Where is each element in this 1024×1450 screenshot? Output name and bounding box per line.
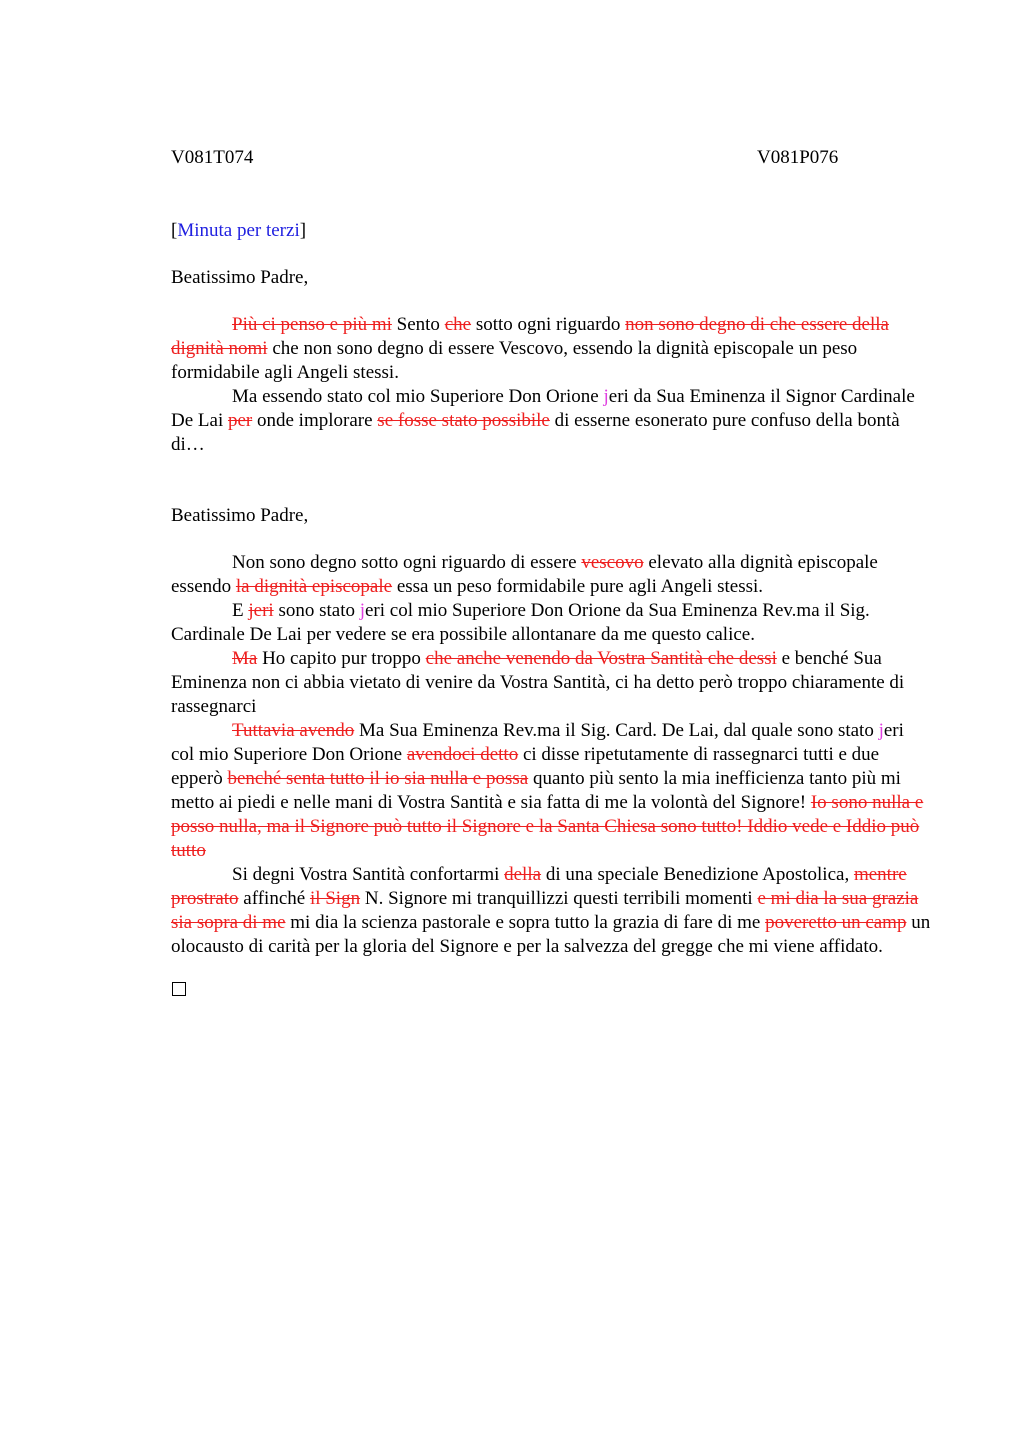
deleted-text: Ma	[232, 648, 258, 669]
text-segment: eri da Sua Eminenza il Signor Cardinale De Lai	[171, 386, 915, 431]
salutation-draft-2: Beatissimo Padre,	[171, 505, 309, 526]
deleted-text: mentre prostrato	[171, 864, 907, 909]
text-segment: N. Signore mi tranquillizzi questi terribili momenti	[360, 888, 758, 909]
deleted-text: non sono degno di che essere della dignità nomi	[171, 314, 889, 359]
text-segment: un olocausto di carità per la gloria del Signore e per la salvezza del gregge che mi viene affidato.	[171, 912, 931, 957]
document-code-right: V081P076	[757, 147, 839, 168]
paragraph	[171, 313, 931, 385]
added-text: j	[878, 720, 884, 741]
deleted-text: per	[227, 410, 253, 431]
text-segment: Ma essendo stato col mio Superiore Don Orione	[232, 386, 604, 407]
deleted-text: benché senta tutto il io sia nulla e possa	[227, 768, 529, 789]
deleted-text: se fosse stato possibile	[377, 410, 550, 431]
heading-open-bracket: [	[171, 220, 178, 241]
heading-label: Minuta per terzi	[177, 220, 300, 241]
text-segment: Non sono degno sotto ogni riguardo di essere	[232, 552, 582, 573]
document-type-heading	[171, 219, 931, 243]
text-segment: essa un peso formidabile pure agli Angeli stessi.	[392, 576, 764, 597]
text-segment: che non sono degno di essere Vescovo, essendo la dignità episcopale un peso formidabile agli Angeli stessi.	[171, 338, 858, 383]
deleted-text: la dignità episcopale	[235, 576, 393, 597]
deleted-text: poveretto un camp	[765, 912, 907, 933]
deleted-text: il Sign	[309, 888, 361, 909]
end-of-document-box-icon	[172, 982, 186, 996]
text-segment: di una speciale Benedizione Apostolica,	[541, 864, 854, 885]
paragraph	[171, 551, 931, 599]
document-code-left: V081T074	[171, 147, 254, 168]
text-segment: sotto ogni riguardo	[471, 314, 626, 335]
paragraph	[171, 863, 931, 959]
added-text: j	[603, 386, 609, 407]
text-segment: onde implorare	[252, 410, 378, 431]
text-segment: eri col mio Superiore Don Orione	[171, 720, 904, 765]
deleted-text: avendoci detto	[406, 744, 519, 765]
paragraph	[171, 599, 931, 647]
deleted-text: jeri	[248, 600, 274, 621]
text-segment: Sento	[391, 314, 445, 335]
heading-close-bracket: ]	[299, 220, 307, 241]
document-header	[171, 146, 931, 170]
deleted-text: vescovo	[581, 552, 644, 573]
salutation-draft-1: Beatissimo Padre,	[171, 267, 309, 288]
deleted-text: della	[504, 864, 542, 885]
text-segment: elevato alla dignità episcopale essendo	[171, 552, 878, 597]
text-segment: E	[232, 600, 249, 621]
deleted-text: e mi dia la sua grazia sia sopra di me	[171, 888, 919, 933]
text-segment: Ho capito pur troppo	[257, 648, 426, 669]
text-segment: sono stato	[273, 600, 360, 621]
added-text: j	[359, 600, 365, 621]
paragraph	[171, 647, 931, 719]
text-segment: Ma Sua Eminenza Rev.ma il Sig. Card. De Lai, dal quale sono stato	[354, 720, 879, 741]
letter-body-draft-2	[171, 551, 931, 959]
letter-body-draft-1	[171, 313, 931, 457]
text-segment: quanto più sento la mia inefficienza tanto più mi metto ai piedi e nelle mani di Vostra Santità e sia fatta di me la volontà del Signore!	[171, 768, 901, 813]
paragraph	[171, 719, 931, 863]
deleted-text: che anche venendo da Vostra Santità che dessi	[425, 648, 777, 669]
deleted-text: Tuttavia avendo	[232, 720, 355, 741]
paragraph	[171, 385, 931, 457]
deleted-text: Più ci penso e più mi	[232, 314, 392, 335]
text-segment: Si degni Vostra Santità confortarmi	[232, 864, 505, 885]
text-segment: ci disse ripetutamente di rassegnarci tutti e due epperò	[171, 744, 880, 789]
text-segment: e benché Sua Eminenza non ci abbia vietato di venire da Vostra Santità, ci ha detto però troppo chiaramente di rassegnarci	[171, 648, 905, 717]
text-segment: eri col mio Superiore Don Orione da Sua Eminenza Rev.ma il Sig. Cardinale De Lai per vedere se era possibile allontanare da me questo calice.	[171, 600, 870, 645]
text-segment: mi dia la scienza pastorale e sopra tutto la grazia di fare di me	[285, 912, 766, 933]
deleted-text: che	[444, 314, 472, 335]
deleted-text: Io sono nulla e posso nulla, ma il Signore può tutto il Signore e la Santa Chiesa sono tutto! Iddio vede e Iddio può tutto	[171, 792, 924, 861]
document-page	[171, 146, 931, 996]
text-segment: affinché	[238, 888, 310, 909]
text-segment: di esserne esonerato pure confuso della bontà di…	[171, 410, 900, 455]
